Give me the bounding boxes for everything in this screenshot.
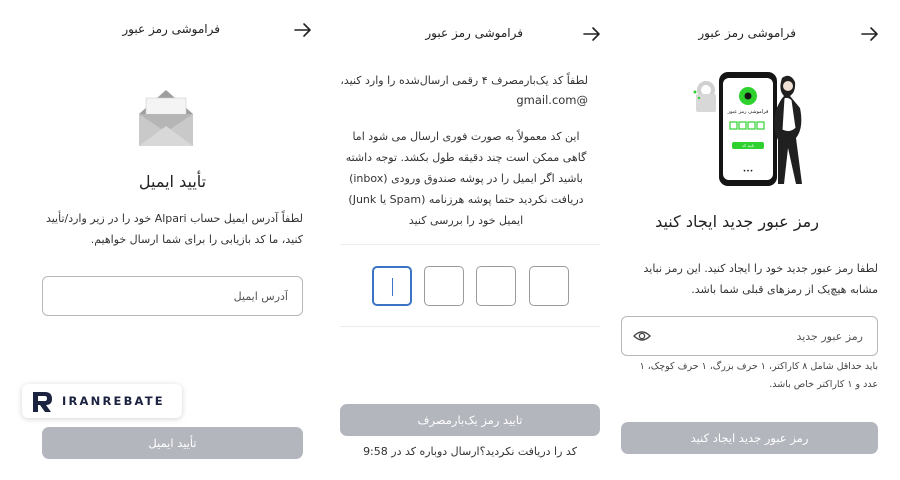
create-password-button[interactable]: رمز عبور جدید ایجاد کنید — [621, 422, 878, 454]
page-title: فراموشی رمز عبور — [425, 26, 523, 40]
brand-name: IRANREBATE — [62, 394, 165, 408]
otp-digit-1[interactable] — [372, 266, 412, 306]
confirm-code-button[interactable]: تایید رمز یک‌بارمصرف — [340, 404, 600, 436]
instruction-text: لطفا رمز عبور جدید خود را ایجاد کنید. این رمز نباید مشابه هیچ‌یک از رمزهای قبلی شما باشد. — [643, 262, 878, 296]
enter-code-screen — [330, 0, 610, 480]
otp-digit-3[interactable] — [476, 266, 516, 306]
otp-digit-2[interactable] — [424, 266, 464, 306]
iranrebate-watermark — [22, 384, 182, 418]
eye-icon[interactable] — [633, 329, 651, 343]
page-title: فراموشی رمز عبور — [122, 22, 220, 36]
iranrebate-logo-icon — [33, 392, 53, 412]
instruction-text: لطفاً آدرس ایمیل حساب Alpari خود را در زیر وارد/تأیید کنید، ما کد بازیابی را برای شما ارسال خواهیم. — [45, 212, 303, 246]
password-requirements-line2: عدد و ۱ کاراکتر خاص باشد. — [769, 379, 878, 390]
verify-email-button[interactable]: تأیید ایمیل — [42, 427, 303, 459]
email-address: @gmail.com — [516, 93, 588, 107]
top-bar — [330, 22, 610, 52]
text-caret — [392, 278, 393, 296]
divider — [340, 244, 600, 245]
email-input[interactable] — [43, 277, 302, 315]
otp-digit-4[interactable] — [529, 266, 569, 306]
illustration-dots: ••• — [742, 168, 754, 175]
back-arrow-icon[interactable] — [860, 26, 880, 42]
illustration-caption: فراموشی رمز عبور — [727, 109, 769, 115]
top-bar — [610, 22, 900, 52]
envelope-icon — [135, 86, 197, 150]
new-password-screen — [610, 0, 900, 480]
section-heading: رمز عبور جدید ایجاد کنید — [655, 212, 819, 231]
page-title: فراموشی رمز عبور — [698, 26, 796, 40]
divider — [340, 326, 600, 327]
back-arrow-icon[interactable] — [582, 26, 602, 42]
forgot-password-illustration — [692, 68, 812, 190]
code-instruction: لطفاً کد یک‌بارمصرف ۴ رقمی ارسال‌شده را وارد کنید، — [340, 74, 588, 87]
new-password-input[interactable] — [622, 317, 877, 355]
top-bar — [30, 18, 315, 48]
password-requirements-line1: باید حداقل شامل ۸ کاراکتر، ۱ حرف بزرگ، ۱ حرف کوچک، ۱ — [639, 361, 878, 372]
illustration-button-label: تایید کد — [741, 143, 755, 148]
delivery-note: این کد معمولاً به صورت فوری ارسال می شود اما گاهی ممکن است چند دقیقه طول بکشد. توجه داشته باشید اگر ایمیل را در پوشه صندوق ورودی (inbox) دریافت نکردید حتما پوشه هرزنامه (Spam یا Junk) ایمیل خود را بررسی کنید — [345, 130, 587, 227]
back-arrow-icon[interactable] — [293, 22, 313, 38]
email-field[interactable] — [42, 276, 303, 316]
resend-code-link[interactable]: کد را دریافت نکردید؟ارسال دوباره کد در 9:58 — [363, 445, 577, 458]
new-password-field[interactable] — [621, 316, 878, 356]
section-heading: تأیید ایمیل — [138, 172, 207, 191]
